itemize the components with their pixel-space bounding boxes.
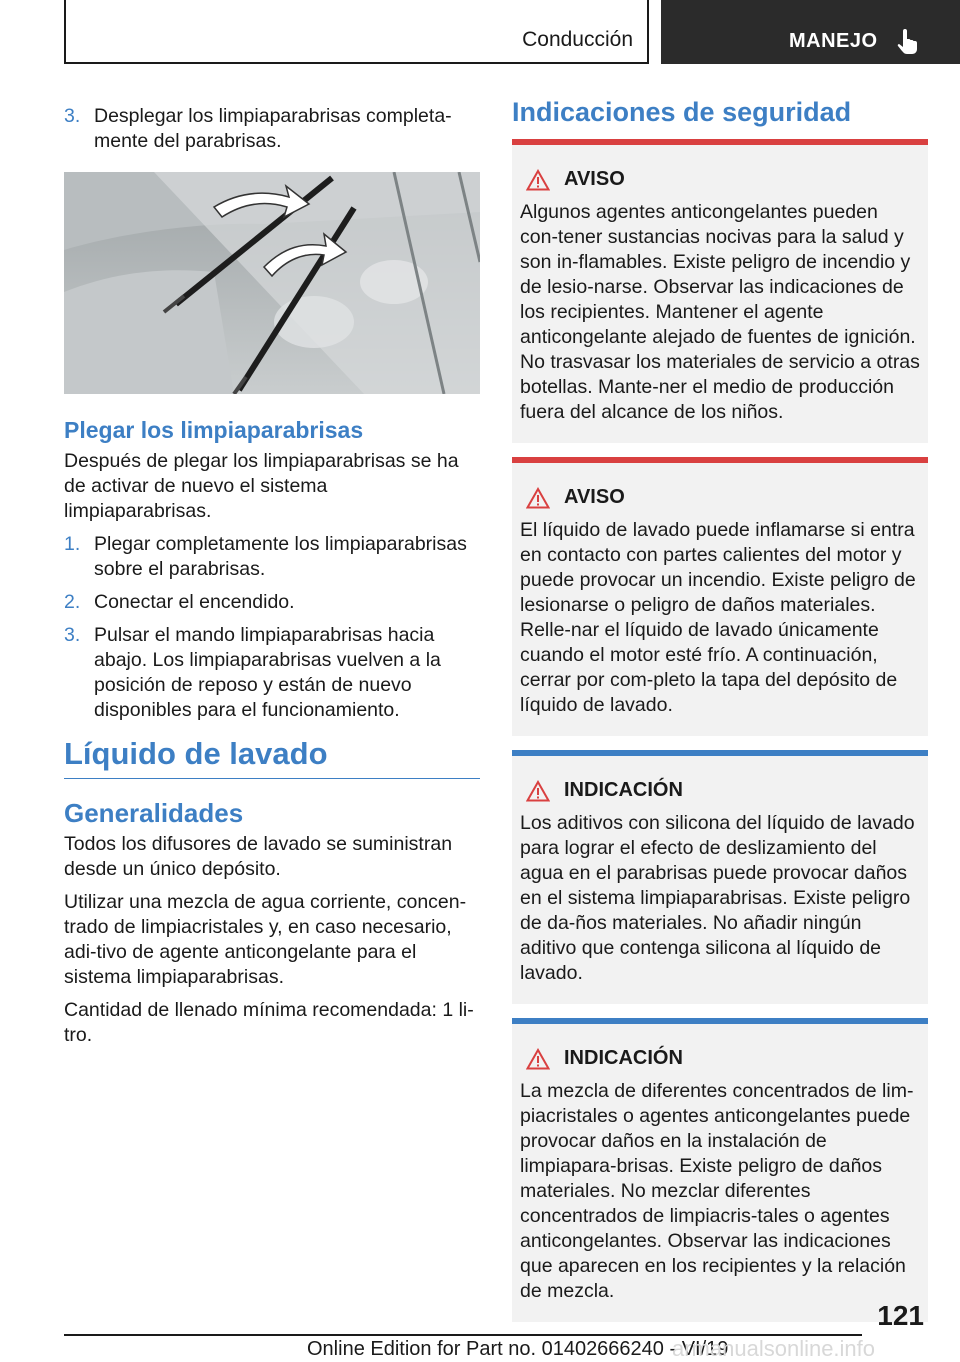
- warning-title: AVISO: [564, 168, 625, 190]
- step-text: Conectar el encendido.: [94, 591, 295, 613]
- notice-box: [512, 1018, 928, 1322]
- watermark: armanualsonline.info: [672, 1336, 876, 1361]
- edition-note: Online Edition for Part no. 01402666240 - VI/19: [307, 1338, 729, 1360]
- list-item: [64, 623, 480, 723]
- warning-box: [512, 457, 928, 736]
- header-chapter-label: MANEJO: [789, 30, 878, 52]
- fold-steps: [64, 532, 480, 723]
- list-item: [64, 104, 480, 154]
- left-column: [64, 104, 480, 1056]
- wiper-illustration: [64, 172, 480, 394]
- page-number: 121: [877, 1300, 924, 1331]
- warning-triangle-icon: [526, 487, 550, 509]
- notice-title: INDICACIÓN: [564, 779, 683, 801]
- fold-intro: Después de plegar los limpiaparabrisas se ha de activar de nuevo el sistema limpiaparabrisas.: [64, 450, 459, 522]
- header-section-label: Conducción: [522, 28, 633, 51]
- step-text: Pulsar el mando limpiaparabrisas hacia abajo. Los limpiaparabrisas vuelven a la posición de reposo y están de nuevo disponibles para el funcionamiento.: [94, 624, 441, 721]
- step-number: 3.: [64, 105, 81, 127]
- step-number: 3.: [64, 624, 81, 646]
- notice-text: Los aditivos con silicona del líquido de lavado para lograr el efecto de deslizamiento del agua en el parabrisas puede provocar daños en el sistema limpiaparabrisas. Existe peligro de da-ños materiales. No añadir ningún aditivo que contenga silicona al líquido de lavado.: [520, 812, 915, 984]
- notice-title-row: [520, 1046, 920, 1071]
- fold-heading: Plegar los limpiaparabrisas: [64, 417, 364, 443]
- list-item: [64, 590, 480, 615]
- right-column: [512, 97, 928, 1336]
- notice-text: La mezcla de diferentes concentrados de lim-piacristales o agentes anticongelantes puede provocar daños en la instalación de limpiapara-brisas. Existe peligro de daños materiales. No mezclar diferentes concentrados de limpiacris-tales o agentes anticongelantes. Observar las indicaciones que aparecen en los recipientes y la relación de mezcla.: [520, 1080, 914, 1302]
- list-item: [64, 532, 480, 582]
- step-number: 1.: [64, 533, 81, 555]
- warning-title: AVISO: [564, 486, 625, 508]
- safety-heading: Indicaciones de seguridad: [512, 97, 852, 127]
- step-text: Plegar completamente los limpiaparabrisas sobre el parabrisas.: [94, 533, 467, 580]
- step-text: Desplegar los limpiaparabrisas completa-mente del parabrisas.: [94, 105, 452, 152]
- warning-triangle-icon: [526, 169, 550, 191]
- general-paragraph: Utilizar una mezcla de agua corriente, concen-trado de limpiacristales y, en caso necesario, adi-tivo de agente anticongelante para el sistema limpiaparabrisas.: [64, 891, 467, 988]
- warning-box: [512, 139, 928, 443]
- general-paragraph: Cantidad de llenado mínima recomendada: 1 li-tro.: [64, 999, 474, 1046]
- liquid-heading: Líquido de lavado: [64, 741, 480, 779]
- hand-pointer-icon: [896, 27, 920, 55]
- header-section-tab: [64, 0, 649, 64]
- warning-text: El líquido de lavado puede inflamarse si entra en contacto con partes calientes del motor y puede provocar un incendio. Existe peligro de lesionarse o peligro de daños materiales. Relle-nar el líquido de lavado únicamente cuando el motor esté frío. A continuación, cerrar por com-pleto la tapa del depósito de líquido de lavado.: [520, 519, 916, 716]
- notice-box: [512, 750, 928, 1004]
- warning-title-row: [520, 167, 920, 192]
- general-heading: Generalidades: [64, 798, 244, 828]
- notice-title: INDICACIÓN: [564, 1047, 683, 1069]
- warning-triangle-icon: [526, 1048, 550, 1070]
- warning-title-row: [520, 485, 920, 510]
- unfold-steps: [64, 104, 480, 154]
- step-number: 2.: [64, 591, 81, 613]
- warning-text: Algunos agentes anticongelantes pueden con-tener sustancias nocivas para la salud y son in-flamables. Existe peligro de incendio y de lesio-narse. Observar las indicaciones de los recipientes. Mantener el agente anticongelante alejado de fuentes de ignición. No trasvasar los materiales de servicio a otras botellas. Mante-ner el medio de producción fuera del alcance de los niños.: [520, 201, 920, 423]
- warning-triangle-icon: [526, 780, 550, 802]
- notice-title-row: [520, 778, 920, 803]
- general-paragraph: Todos los difusores de lavado se suministran desde un único depósito.: [64, 833, 453, 880]
